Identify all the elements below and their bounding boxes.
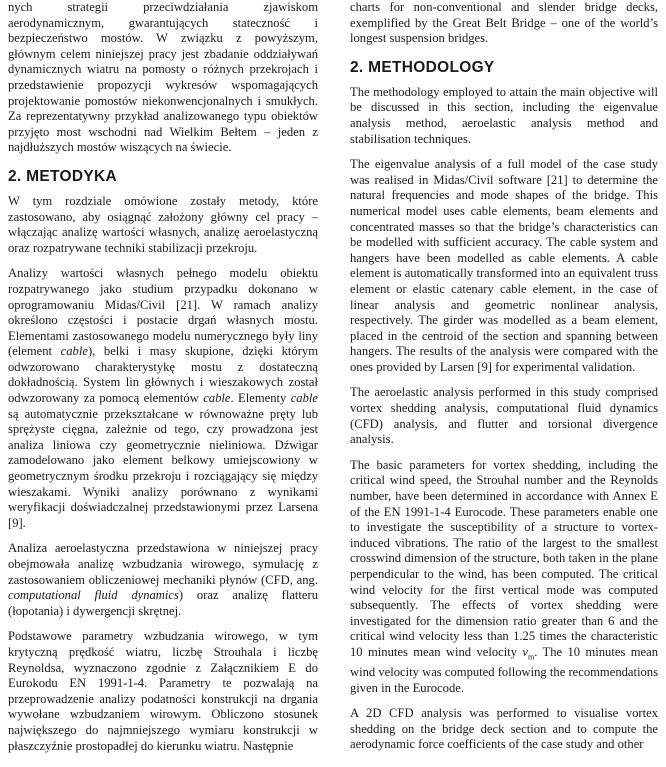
english-column <box>350 0 658 763</box>
paragraph-en-2: The eigenvalue analysis of a full model of the case study was realised in Midas/Civil software [21] to determine the natural frequencies and mode shapes of the bridge. This numerical model uses cable elements, beam elements and concentrated masses so that the bridge’s characteristics can be modelled with sufficient accuracy. The cable system and hangers have been modelled as cable elements. A cable element is automatically transformed into an equivalent truss element or elastic catenary cable element, in the case of linear analysis and geometric nonlinear analysis, respectively. The girder was modelled as a beam element, placed in the centroid of the section and spanning between hangers. The results of the analysis were compared with the ones provided by Larsen [9] for experimental validation. <box>350 157 658 374</box>
paragraph-pl-1: W tym rozdziale omówione zostały metody, które zastosowano, aby osiągnąć założony główny cel pracy – włączając analizę wartości własnych, analizę aeroelastyczną oraz rozpatrywane techniki stabilizacji przekroju. <box>8 193 318 255</box>
symbol-v: v <box>522 644 528 659</box>
term-cfd: computational fluid dynamics <box>8 588 179 603</box>
section-heading-pl: 2. METODYKA <box>8 167 117 185</box>
paragraph-pl-4: Podstawowe parametry wzbudzania wirowego, w tym krytyczną prędkość wiatru, liczbę Strouhala i liczbę Reynoldsa, wyznaczono zgodnie z Załącznikiem E do Eurokodu EN 1991-1-4. Parametry te pozwalają na przeprowadzenie analizy podatności konstrukcji na drgania wywołane wzbudzaniem wirowym. Obliczono stosunek największego do najmniejszego wymiaru konstrukcji w płaszczyźnie prostopadłej do kierunku wiatru. Następnie <box>8 629 318 753</box>
symbol-subscript: m <box>528 652 535 662</box>
paragraph-en-3: The aeroelastic analysis performed in this study comprised vortex shedding analysis, computational fluid dynamics (CFD) analysis, and flutter and torsional divergence analysis. <box>350 385 658 447</box>
paragraph-pl-2: Analizy wartości własnych pełnego modelu obiektu rozpatrywanego jako studium przypadku dokonano w oprogramowaniu Midas/Civil [21]. W ramach analizy określono częstości i postacie drgań własnych mostu. Elementami zastosowanego modelu numerycznego były liny (element cable), belki i masy skupione, dzięki którym odwzorowano charakterystykę mostu z dostateczną dokładnością. System lin głównych i wieszakowych został odwzorowany za pomocą elementów cable. Elementy cable są automatycznie przekształcane w równoważne pręty lub sprężyste cięgna, zależnie od tego, czy prowadzona jest analiza liniowa czy geometrycznie nieliniowa. Dźwigar zamodelowano jako element belkowy umiejscowiony w geometrycznym środku przekroju i rozciągający się między wieszakami. Wyniki analizy porównano z wynikami weryfikacji doświadczalnej przedstawionymi przez Larsena [9]. <box>8 266 318 530</box>
intro-paragraph-pl: nych strategii przeciwdziałania zjawiskom aerodynamicznym, gwarantujących stateczność i bezpieczeństwo mostów. W związku z powyższym, głównym celem niniejszej pracy jest zbadanie oddziaływań dynamicznych wiatru na pomosty o różnych przekrojach i przedstawienie propozycji wykresów wspomagających projektowanie pomostów niekonwencjonalnych i smukłych. Za reprezentatywny przykład analizowanego typu obiektów przyjęto most wschodni nad Wielkim Bełtem – jeden z najdłuższych mostów wiszących na świecie. <box>8 0 318 155</box>
section-heading-en: 2. METHODOLOGY <box>350 58 495 76</box>
polish-column <box>8 0 318 764</box>
term-cable: cable <box>290 391 318 406</box>
paragraph-pl-3: Analiza aeroelastyczna przedstawiona w niniejszej pracy obejmowała analizę wzbudzania wirowego, symulację z zastosowaniem obliczeniowej mechaniki płynów (CFD, ang. computational fluid dynamics) oraz analizę flatteru (łopotania) i dywergencji skrętnej. <box>8 541 319 618</box>
term-cable: cable <box>60 344 88 359</box>
paragraph-en-5: A 2D CFD analysis was performed to visualise vortex shedding on the bridge deck section and to compute the aerodynamic force coefficients of the case study and other <box>350 706 658 752</box>
term-cable: cable <box>203 391 231 406</box>
intro-paragraph-en: charts for non-conventional and slender bridge decks, exemplified by the Great Belt Bridge – one of the world’s longest suspension bridges. <box>350 0 658 46</box>
paragraph-en-4: The basic parameters for vortex shedding, including the critical wind speed, the Strouhal number and the Reynolds number, have been determined in accordance with Annex E of the EN 1991-1-4 Eurocode. These parameters enable one to investigate the susceptibility of a structure to vortex-induced vibrations. The ratio of the largest to the smallest crosswind dimension of the structure, both taken in the plane perpendicular to the wind, has been computed. The critical wind velocity for the first vertical mode was computed subsequently. The effects of vortex shedding were investigated for the dimension ratio greater than 6 and the critical wind velocity less than 1.25 times the characteristic 10 minutes mean wind velocity $v_m$. The 10 minutes mean wind velocity was computed following the recommendations given in the Eurocode. <box>350 457 658 695</box>
paragraph-en-1: The methodology employed to attain the main objective will be discussed in this section, including the eigenvalue analysis method, aeroelastic analysis method and stabilisation techniques. <box>350 84 658 146</box>
